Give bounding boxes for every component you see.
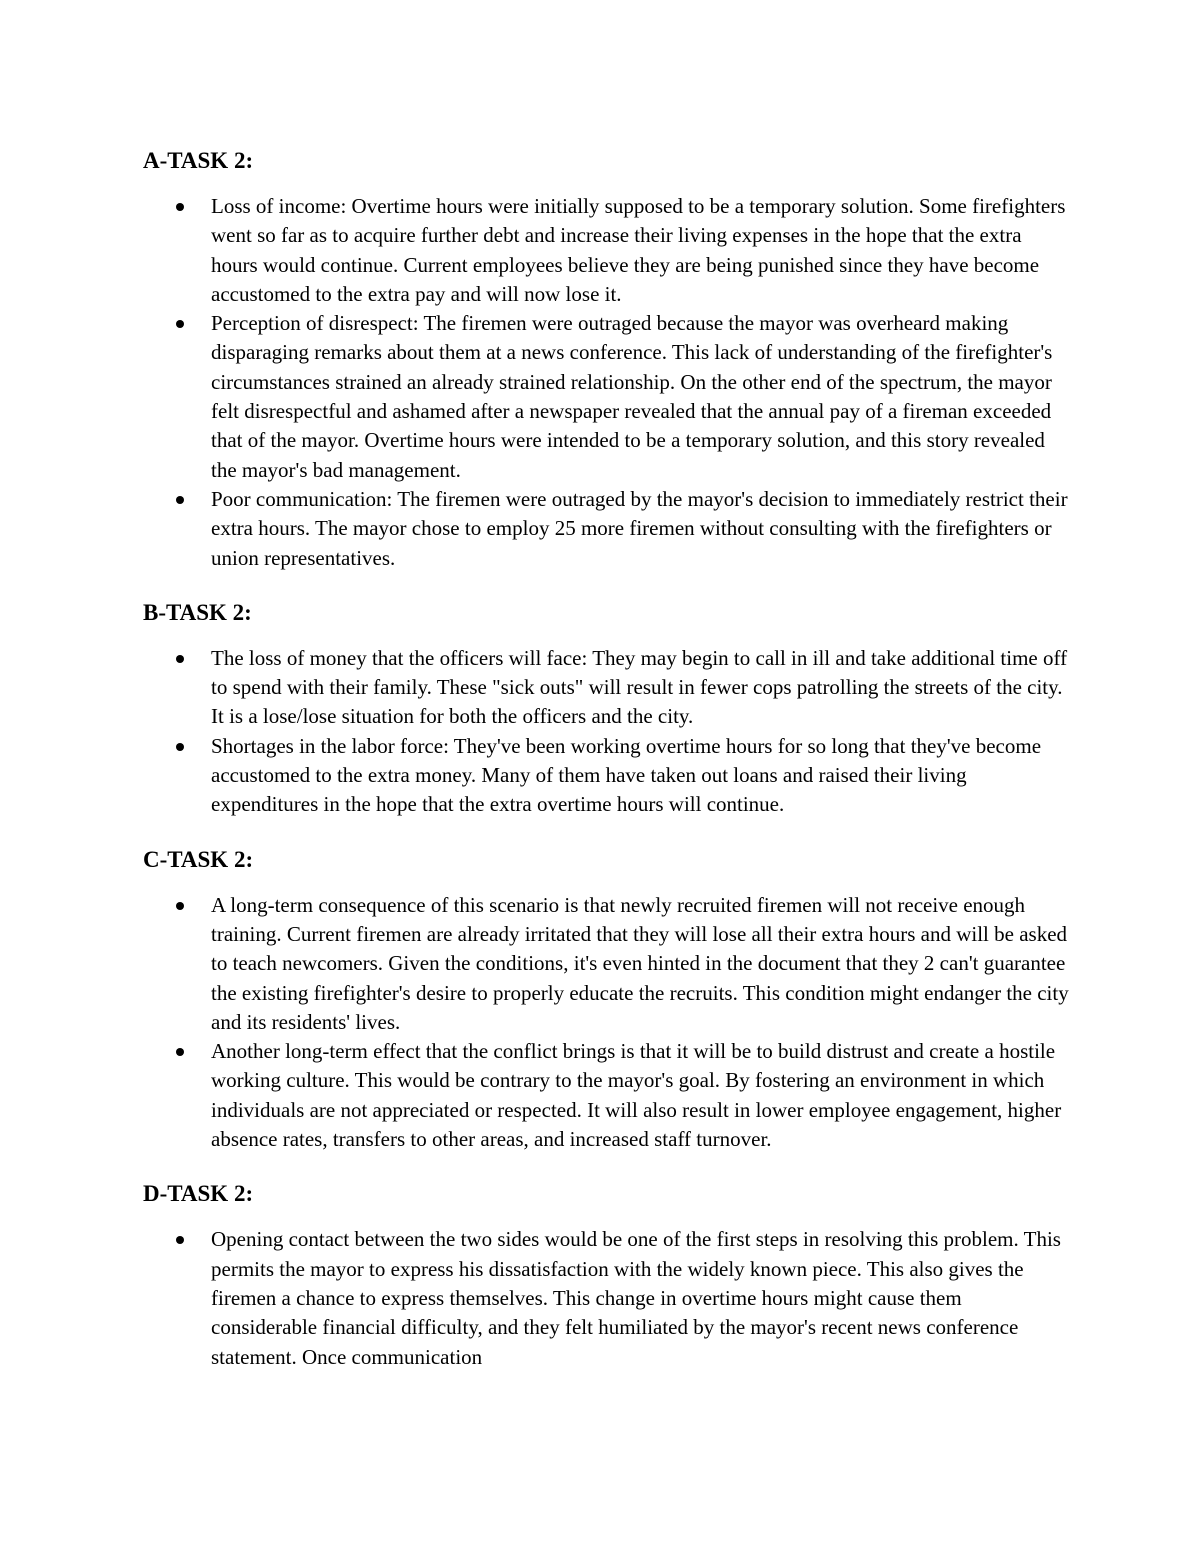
list-item-text: A long-term consequence of this scenario is that newly recruited firemen will not receive enough training. Current firemen are already irritated that they will lose all their extra hours and will be asked to teach newcomers. Given the conditions, it's even hinted in the document that they 2 can't guarantee the existing firefighter's desire to properly educate the recruits. This condition might endanger the city and its residents' lives. [211, 892, 1069, 1034]
list-item [143, 485, 1073, 573]
list-item [143, 891, 1073, 1037]
section-heading: C-TASK 2: [143, 846, 254, 872]
list-item [143, 309, 1073, 485]
section-heading: A-TASK 2: [143, 148, 254, 173]
bullet-list [143, 192, 1073, 573]
list-item [143, 732, 1073, 820]
list-item [143, 644, 1073, 732]
section-b-task-2 [143, 598, 1073, 820]
list-item-text: Another long-term effect that the conflict brings is that it will be to build distrust and create a hostile working culture. This would be contrary to the mayor's goal. By fostering an environment in which individuals are not appreciated or respected. It will also result in lower employee engagement, higher absence rates, transfers to other areas, and increased staff turnover. [211, 1039, 1062, 1152]
section-d-task-2 [143, 1179, 1073, 1371]
section-a-task-2 [143, 146, 1073, 573]
bullet-icon [176, 1236, 184, 1244]
bullet-icon [176, 743, 184, 751]
document-body [143, 146, 1073, 1372]
bullet-icon [176, 496, 184, 504]
bullet-list [143, 1225, 1073, 1371]
list-item-text: Opening contact between the two sides would be one of the first steps in resolving this problem. This permits the mayor to express his dissatisfaction with the widely known piece. This also gives the firemen a chance to express themselves. This change in overtime hours might cause them considerable financial difficulty, and they felt humiliated by the mayor's recent news conference statement. Once communication [211, 1227, 1061, 1369]
list-item [143, 1037, 1073, 1154]
bullet-icon [176, 1048, 184, 1056]
list-item-text: Shortages in the labor force: They've been working overtime hours for so long that they've become accustomed to the extra money. Many of them have taken out loans and raised their living expenditures in the hope that the extra overtime hours will continue. [211, 733, 1042, 817]
section-heading: B-TASK 2: [143, 599, 252, 625]
section-heading: D-TASK 2: [143, 1181, 254, 1207]
section-c-task-2 [143, 845, 1073, 1155]
bullet-list [143, 644, 1073, 820]
bullet-icon [176, 203, 184, 211]
list-item [143, 1225, 1073, 1371]
list-item-text: Poor communication: The firemen were outraged by the mayor's decision to immediately restrict their extra hours. The mayor chose to employ 25 more firemen without consulting with the firefighters or union representatives. [211, 486, 1068, 570]
list-item-text: Perception of disrespect: The firemen were outraged because the mayor was overheard making disparaging remarks about them at a news conference. This lack of understanding of the firefighter's circumstances strained an already strained relationship. On the other end of the spectrum, the mayor felt disrespectful and ashamed after a newspaper revealed that the annual pay of a fireman exceeded that of the mayor. Overtime hours were intended to be a temporary solution, and this story revealed the mayor's bad management. [211, 311, 1053, 482]
bullet-list [143, 891, 1073, 1155]
list-item-text: Loss of income: Overtime hours were initially supposed to be a temporary solution. Some firefighters went so far as to acquire further debt and increase their living expenses in the hope that the extra hours would continue. Current employees believe they are being punished since they have become accustomed to the extra pay and will now lose it. [211, 194, 1066, 306]
bullet-icon [176, 655, 184, 663]
list-item-text: The loss of money that the officers will face: They may begin to call in ill and take additional time off to spend with their family. These "sick outs" will result in fewer cops patrolling the streets of the city. It is a lose/lose situation for both the officers and the city. [211, 645, 1068, 729]
bullet-icon [176, 320, 184, 328]
list-item [143, 192, 1073, 309]
bullet-icon [176, 902, 184, 910]
